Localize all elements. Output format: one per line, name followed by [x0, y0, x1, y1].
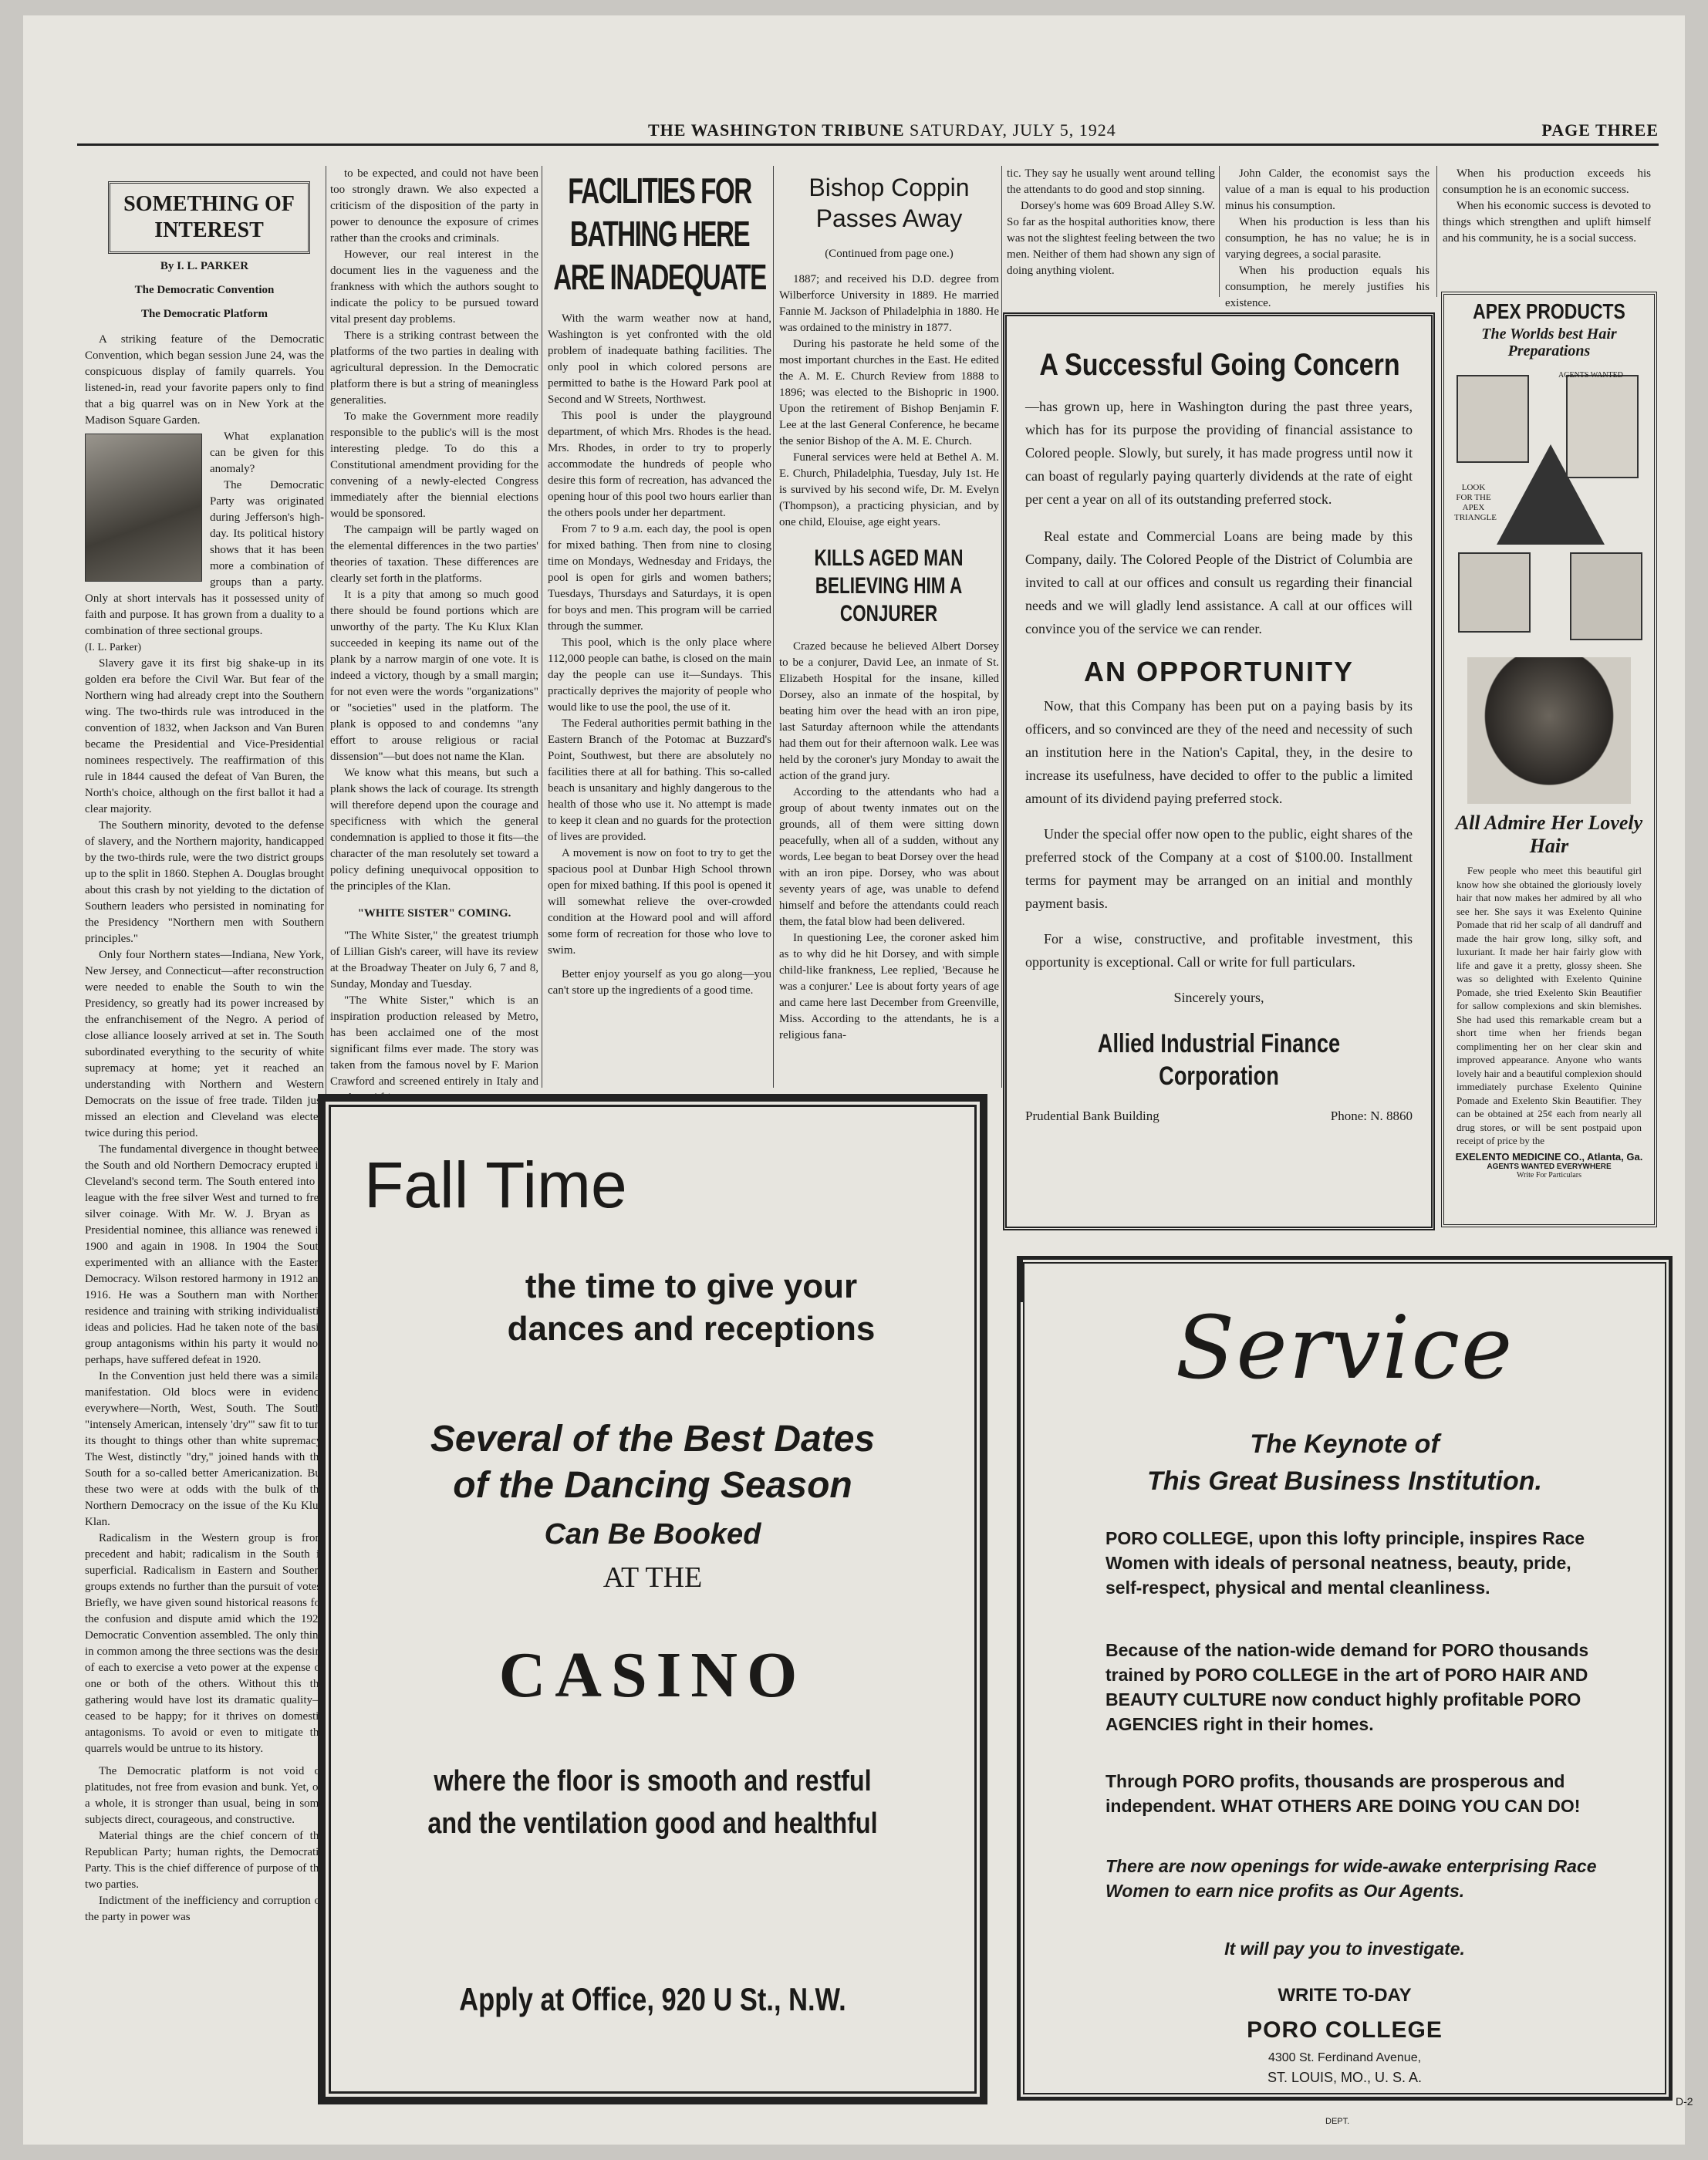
paragraph: tic. They say he usually went around telling the attendants to do good and stop sinning.	[1007, 167, 1215, 196]
paragraph: The Democratic platform is not void of platitudes, not free from evasion and bunk. Yet, on a whole, it is stronger than usual, being in some subjects direct, courageous, and constructive.	[85, 1765, 324, 1826]
masthead-paper-date: THE WASHINGTON TRIBUNE SATURDAY, JULY 5, 1924	[648, 120, 1116, 140]
allied-paragraph: For a wise, constructive, and profitable investment, this opportunity is exceptional. Call or write for full particulars.	[1025, 931, 1413, 970]
casino-address: Apply at Office, 920 U St., N.W.	[459, 1981, 846, 2017]
exelento-company: EXELENTO MEDICINE CO., Atlanta, Ga.	[1455, 1150, 1643, 1163]
page-footer-mark: D-2	[1676, 2095, 1693, 2108]
apex-subtitle: The Worlds best Hair Preparations	[1481, 326, 1617, 359]
paragraph: The Democratic Party was originated during Jefferson's high-day. Its political history shows that it has been more a combination of groups than a party. Only at short intervals has it possessed unity of faith and purpose. It has grown from a duality to a combination of three sectional groups.	[85, 479, 324, 637]
allied-paragraph: Under the special offer now open to the public, eight shares of the preferred stock of the Company at a cost of $100.00. Installment terms for payment may be arranged on an initial and monthly payment basis.	[1025, 826, 1413, 911]
allied-phone: Phone: N. 8860	[1330, 1109, 1413, 1123]
paragraph: The campaign will be partly waged on the elemental differences in the two parties' theories of taxation. These differences are clearly set forth in the platforms.	[330, 524, 538, 585]
bishop-headline: Bishop Coppin Passes Away	[808, 174, 970, 232]
casino-line: of the Dancing Season	[453, 1465, 852, 1506]
paragraph: With the warm weather now at hand, Washington is yet confronted with the old problem of inadequate bathing facilities. The only pool in which colored persons are permitted to bathe is the Howard Park pool at Second and W Streets, Northwest.	[548, 312, 771, 406]
exelento-agents: AGENTS WANTED EVERYWHERE	[1487, 1162, 1612, 1171]
column-democratic-platform-continued	[330, 166, 538, 1104]
casino-line: Several of the Best Dates	[430, 1419, 876, 1460]
apex-product-illustration	[1450, 367, 1648, 645]
paragraph: When his production exceeds his consumption he is an economic success.	[1443, 167, 1651, 196]
paragraph: The Federal authorities permit bathing in the Eastern Branch of the Potomac at Buzzard's Point, Southwest, but there are absolutely no facilities there at all for bathing. This so-called beach is unsanitary and highly dangerous to the health of those who use it. No attempt is made to keep it clean and no guards for the protection of lives are provided.	[548, 717, 771, 843]
portrait-photo	[85, 434, 202, 582]
paragraph: Slavery gave it its first big shake-up in its golden era before the Civil War. But fear of the Northern wing had already crept into the Southern wing. The two-thirds rule was introduced in the convention of 1832, when Jackson and Van Buren became the Presidential and Vice-Presidential nominees respectively. The reaffirmation of this rule in 1844 caused the defeat of Van Buren, the North's choice, although on the first ballot it had a clear majority.	[85, 657, 324, 815]
page-number: PAGE THREE	[1541, 120, 1659, 140]
paragraph: According to the attendants who had a group of about twenty inmates out on the grounds, all of them were sitting down peacefully, when all of a sudden, without any words, Lee began to beat Dorsey over the head with an iron pipe. Dorsey, who was about seventy years of age, was unable to defend himself and before the attendants could reach them, the fatal blow had been delivered.	[779, 786, 999, 928]
paragraph: A striking feature of the Democratic Convention, which began session June 24, was the conspicuous display of family quarrels. You listened-in, read your favorite papers only to find that a big quarrel was on in New York at the Madison Square Garden.	[85, 333, 324, 427]
poro-college-name: PORO COLLEGE	[1247, 2017, 1443, 2043]
product-box-icon	[1458, 552, 1531, 633]
apex-agents-text: AGENTS WANTED	[1558, 371, 1623, 380]
apex-exelento-ad	[1441, 292, 1657, 1227]
paragraph: A movement is now on foot to try to get the spacious pool at Dunbar High School thrown open for mixed bathing. If this pool is opened it will somewhat relieve the over-crowded condition at the Howard pool and will afford some form of recreation for those who love to swim.	[548, 847, 771, 957]
poro-paragraph: Through PORO profits, thousands are prosperous and independent. WHAT OTHERS ARE DOING YOU CAN DO!	[1105, 1771, 1581, 1816]
paragraph: When his production is less than his consumption, he has no value; he is in varying degrees, a social parasite.	[1225, 216, 1430, 261]
apex-look-text: LOOK FOR THE APEX TRIANGLE	[1454, 483, 1497, 522]
conjurer-headline: KILLS AGED MAN BELIEVING HIM A CONJURER	[814, 545, 964, 626]
exelento-write: Write For Particulars	[1516, 1170, 1582, 1180]
paragraph: Indictment of the inefficiency and corruption of the party in power was	[85, 1895, 324, 1923]
casino-line: and the ventilation good and healthful	[427, 1807, 878, 1840]
column-economist	[1225, 166, 1430, 309]
paragraph: There is a striking contrast between the platforms of the two parties in dealing with agricultural depression. In the Democratic platform there is but a string of meaningless generalities.	[330, 329, 538, 407]
paragraph: John Calder, the economist says the value of a man is equal to his production minus his consumption.	[1225, 167, 1430, 212]
paragraph: We know what this means, but such a plank shows the lack of courage. Its strength will therefore depend upon the courage and specificness with which the general condemnation is applied to those it fits—the character of the man resolutely set toward a policy defining unequivocal opposition to the principles of the Klan.	[330, 767, 538, 893]
allied-paragraph: Real estate and Commercial Loans are being made by this Company, daily. The Colored People of the District of Columbia are invited to call at our offices and consult us regarding their financial needs and we will gladly lend assistance. A call at our offices will convince you of the service we can render.	[1025, 528, 1413, 636]
paragraph: From 7 to 9 a.m. each day, the pool is open for mixed bathing. Then from nine to closing time on Mondays, Wednesday and Fridays, the pool is open for girls and women bathers; Tuesdays, Thursdays and Saturdays, it is open for boys and men. This program will be carried through the summer.	[548, 523, 771, 633]
allied-headline: A Successful Going Concern	[1039, 348, 1400, 382]
column-rule	[1001, 166, 1002, 1088]
allied-company: Allied Industrial Finance Corporation	[1097, 1029, 1341, 1091]
poro-dept: DEPT.	[1325, 2117, 1350, 2126]
paragraph: In questioning Lee, the coroner asked him as to why did he hit Dorsey, and with simple child-like frankness, Lee replied, 'Because he was a conjurer.' Lee is about forty years of age and came here last December from Greenville, Miss. According to the attendants, he is a religious fana-	[779, 932, 999, 1041]
allied-paragraph: Now, that this Company has been put on a paying basis by its officers, and so convinced are they of the need and necessity of such an institution here in the Nation's Capital, they, in the desire to increase its usefulness, have decided to offer to the public a limited amount of its dividend paying preferred stock.	[1025, 698, 1413, 806]
casino-ad	[318, 1094, 987, 2104]
casino-line: where the floor is smooth and restful	[434, 1765, 872, 1797]
paragraph: When his economic success is devoted to things which strengthen and uplift himself and his community, he is a social success.	[1443, 200, 1651, 245]
paragraph: In the Convention just held there was a similar manifestation. Old blocs were in evidence everywhere—North, West, South. The South, "intensely American, intensely 'dry'" saw fit to turn its thought to things other than white supremacy. The West, distinctly "dry," joined hands with the South for a so-called better Americanization. But these two were at odds with the bulk of the Northern Democracy on the issue of the Ku Klux Klan.	[85, 1370, 324, 1528]
byline: By I. L. PARKER	[160, 260, 249, 272]
poro-address: 4300 St. Ferdinand Avenue,	[1267, 2051, 1422, 2064]
column-rule	[1436, 166, 1437, 297]
casino-line: AT THE	[603, 1561, 703, 1594]
column-rule	[1219, 166, 1220, 297]
opportunity-heading: AN OPPORTUNITY	[1083, 656, 1354, 687]
column-title: SOMETHING OF INTEREST	[108, 181, 310, 254]
paragraph: Dorsey's home was 609 Broad Alley S.W. So far as the hospital authorities know, there was not the slightest feeling between the two men. Neither of them had shown any sign of doing anything violent.	[1007, 200, 1215, 277]
casino-line: dances and receptions	[507, 1310, 876, 1348]
apex-caption: All Admire Her Lovely Hair	[1455, 812, 1643, 857]
bathing-headline: FACILITIES FOR BATHING HERE ARE INADEQUATE	[553, 170, 766, 297]
apex-title: APEX PRODUCTS	[1473, 299, 1625, 323]
poro-city: ST. LOUIS, MO., U. S. A.	[1267, 2070, 1423, 2085]
exelento-body: Few people who meet this beautiful girl know how she obtained the gloriously lovely hair that now makes her admired by all who see her. She says it was Exelento Quinine Pomade that rid her scalp of all dandruff and made the hair grow long, silky soft, and luxuriant. It made her hair fairly glow with life and gave it a pretty, glossy sheen. She was so delighted with Exelento Quinine Pomade, she tried Exelento Skin Beautifier for sallow complexions and skin blemishes. She had used this remarkable cream but a short time when her friends began complimenting her on her clear skin and improved appearance. Anyone who wants lovely hair and a beautiful complexion should immediately purchase Exelento Quinine Pomade and Exelento Skin Beautifier. They can be obtained at 25¢ each from nearly all drug stores, or will be sent postpaid upon receipt of price by the	[1457, 865, 1642, 1146]
fall-time-heading: Fall Time	[364, 1149, 627, 1221]
poro-subtitle: This Great Business Institution.	[1147, 1466, 1542, 1496]
paragraph: It is a pity that among so much good there should be found portions which are unworthy of the party. The Ku Klux Klan succeeded in keeping its name out of the plank by a narrow margin of one vote. It is indeed a victory, though by a small margin; for not even were the words "organizations" or "societies" used in the platform. The plank is opposed to and condemns "any effort to arouse religious or racial dissension"—but does not name the Klan.	[330, 589, 538, 763]
poro-paragraph: There are now openings for wide-awake enterprising Race Women to earn nice profits as Our Agents.	[1105, 1856, 1597, 1901]
paragraph: However, our real interest in the document lies in the vagueness and the frankness with which the authors sought to indicate the policy to be pursued toward vital present day problems.	[330, 248, 538, 326]
poro-college-ad	[1017, 1256, 1673, 2101]
paragraph: Better enjoy yourself as you go along—you can't store up the ingredients of a good time.	[548, 968, 771, 997]
allied-address: Prudential Bank Building	[1025, 1109, 1159, 1123]
paragraph: This pool, which is the only place where 112,000 people can bathe, is closed on the main day the people can use it—Sundays. This practically deprives the majority of people who would like to use the pool, the use of it.	[548, 636, 771, 714]
casino-line: the time to give your	[525, 1267, 858, 1305]
paragraph: To make the Government more readily responsible to the public's will is the most interesting pledge. To do this a Constitutional amendment providing for the convening of a newly-elected Congress immediately after the biennial elections would be sponsored.	[330, 410, 538, 520]
allied-paragraph: —has grown up, here in Washington during the past three years, which has for its purpose the providing of financial assistance to Colored people. Slowly, but surely, it has made progress until now it can boast of regularly paying quarterly dividends at the rate of eight per cent a year on all of its outstanding preferred stock.	[1025, 399, 1413, 507]
subhead-convention: The Democratic Convention	[134, 284, 275, 296]
masthead	[77, 116, 1659, 146]
poro-write: WRITE TO-DAY	[1278, 1985, 1412, 2006]
column-rule	[773, 166, 774, 1088]
subhead-platform: The Democratic Platform	[140, 308, 268, 320]
poro-subtitle: The Keynote of	[1250, 1429, 1440, 1459]
apex-triangle-icon	[1497, 444, 1605, 545]
white-sister-heading: "WHITE SISTER" COMING.	[357, 907, 511, 920]
paragraph: to be expected, and could not have been too strongly drawn. We also expected a criticism of the disposition of the party in power to denounce the exposure of crimes rather than the crooks and criminals.	[330, 167, 538, 245]
woman-portrait	[1467, 657, 1631, 804]
paragraph: 1887; and received his D.D. degree from Wilberforce University in 1889. He married Fannie M. Jackson of Philadelphia in 1880. He was ordained to the ministry in 1877.	[779, 273, 999, 334]
column-bishop-coppin	[779, 166, 999, 1088]
column-conjurer-continued	[1007, 166, 1215, 297]
paragraph: "The White Sister," the greatest triumph of Lillian Gish's career, will have its review at the Broadway Theater on July 6, 7 and 8, Sunday, Monday and Tuesday.	[330, 930, 538, 991]
allied-finance-ad	[1003, 312, 1435, 1230]
paragraph: Only four Northern states—Indiana, New York, New Jersey, and Connecticut—after reconstruction were needed to enable the South to win the Presidency, so greatly had its power increased by the enfranchisement of the Negro. A period of close alliance loosely arrived at set in. The South subordinated everything to the security of white supremacy at home; yet it reached an understanding with Northern and Western Democrats on the issue of free trade. Tilden just missed an election and Cleveland was elected twice during this period.	[85, 949, 324, 1139]
product-box-icon	[1570, 552, 1642, 640]
paragraph: Material things are the chief concern of the Republican Party; human rights, the Democratic Party. This is the chief difference of purpose of the two parties.	[85, 1830, 324, 1891]
paragraph: When his production equals his consumption, he merely justifies his existence.	[1225, 265, 1430, 309]
casino-line: Can Be Booked	[544, 1518, 761, 1551]
column-bathing-facilities	[548, 166, 771, 1088]
paragraph: Crazed because he believed Albert Dorsey to be a conjurer, David Lee, an inmate of St. Elizabeth Hospital for the insane, killed Dorsey, also an inmate of the hospital, by beating him over the head with an iron pipe, last Saturday afternoon while the attendants had them out for their afternoon walk. Lee was held by the coroner's jury Monday to await the action of the grand jury.	[779, 640, 999, 782]
paragraph: Radicalism in the Western group is from precedent and habit; radicalism in the South is superficial. Radicalism in Eastern and Southern groups extends no further than the pursuit of votes. Briefly, we have given sound historical reasons for the confusion and dispute amid which the 1924 Democratic Convention assembled. The only thing in common among the three sections was the desire of each to exercise a veto power at the expense of one or both of the others. Without this the gathering would have lost its dramatic quality—ceased to be happy; for it thrives on domestic antagonisms. To avoid or even to mitigate the quarrels would be untrue to its history.	[85, 1532, 324, 1755]
photo-caption: (I. L. Parker)	[85, 642, 142, 653]
paragraph: This pool is under the playground department, of which Mrs. Rhodes is the head. Mrs. Rhodes, in order to try to properly accommodate the hundreds of people who desire this form of recreation, has advanced the opening hour of this pool two hours earlier than the others pools under her department.	[548, 410, 771, 519]
paragraph: The fundamental divergence in thought between the South and old Northern Democracy erupted in Cleveland's second term. The South entered into a league with the free silver West and turned to free silver coinage. With Mr. W. J. Bryan as a Presidential nominee, this alliance was renewed in 1900 and again in 1908. In 1904 the South experimented with an alliance with the Eastern Democracy. Wilson restored harmony in 1912 and 1916. He was a Southern man with Northern residence and training with striking individualistic ideas and policies. Had he taken note of the basic group antagonisms within his party it would not, perhaps, have suffered defeat in 1920.	[85, 1143, 324, 1366]
column-economist-continued	[1443, 166, 1651, 282]
poro-investigate: It will pay you to investigate.	[1224, 1939, 1465, 1959]
paragraph: Funeral services were held at Bethel A. M. E. Church, Philadelphia, Tuesday, July 1st. He is survived by his second wife, Dr. M. Evelyn (Thompson), a practicing physician, and by one child, Elouise, age eight years.	[779, 451, 999, 528]
paragraph: During his pastorate he held some of the most important churches in the East. He edited the A. M. E. Church Review from 1888 to 1896; was elected to the Bishopric in 1900. Upon the retirement of Bishop Benjamin F. Lee at the last General Conference, he became the senior Bishop of the A. M. E. Church.	[779, 338, 999, 447]
paragraph: The Southern minority, devoted to the defense of slavery, and the Northern majority, handicapped by the two-thirds rule, were the two district groups up to the split in 1860. Stephen A. Douglas brought about this crash by not yielding to the dictation of Southern leaders who persisted in nominating for the Presidency "Northern men with Southern principles."	[85, 819, 324, 945]
column-something-of-interest	[85, 166, 324, 2094]
poro-paragraph: PORO COLLEGE, upon this lofty principle, inspires Race Women with ideals of personal neatness, beauty, pride, self-respect, physical and mental cleanliness.	[1105, 1528, 1585, 1598]
casino-name: CASINO	[498, 1639, 807, 1711]
service-heading: Service	[1175, 1298, 1514, 1399]
poro-paragraph: Because of the nation-wide demand for PORO thousands trained by PORO COLLEGE in the art of PORO HAIR AND BEAUTY CULTURE now conduct highly profitable PORO AGENCIES right in their homes.	[1105, 1640, 1589, 1734]
allied-closing: Sincerely yours,	[1173, 990, 1264, 1005]
paragraph: What explanation can be given for this anomaly?	[210, 430, 324, 475]
paragraph: "The White Sister," which is an inspiration production released by Metro, has been acclaimed one of the most significant films ever made. The story was taken from the famous novel by F. Marion Crawford and screened entirely in Italy and northern Africa.	[330, 994, 538, 1104]
continued-note: (Continued from page one.)	[825, 248, 954, 260]
